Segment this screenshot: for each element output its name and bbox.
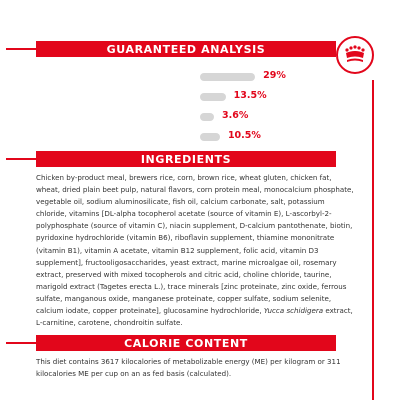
moisture-bar: [200, 133, 220, 141]
decorative-red-line: [372, 80, 374, 400]
calorie-content-title: CALORIE CONTENT: [124, 336, 248, 350]
protein-bar: [200, 73, 255, 81]
fat-value: 13.5%: [233, 90, 267, 101]
brand-badge: [336, 36, 374, 74]
ingredients-text-main: Chicken by-product meal, brewers rice, corn, brown rice, wheat gluten, chicken fat, wheat, dried plain beet pulp, natural flavors, corn protein meal, monocalcium phosphate, vegetable oil, sodium aluminosilicate, fish oil, calcium carbonate, salt, potassium chloride, vitamins [DL-alpha tocopherol acetate (source of vitamin E), L-ascorbyl-2-polyphosphate (source of vitamin C), niacin supplement, D-calcium pantothenate, biotin, pyridoxine hydrochloride (vitamin B6), riboflavin supplement, thiamine mononitrate (vitamin B1), vitamin A acetate, vitamin B12 supplement, folic acid, vitamin D3 supplement], fructooligosaccharides, yeast extract, marine microalgae oil, rosemary extract, preserved with mixed tocopherols and citric acid, choline chloride, taurine, marigold extract (Tagetes erecta L.), trace minerals [zinc proteinate, zinc oxide, ferrous sulfate, manganous oxide, manganese proteinate, copper sulfate, sodium selenite, calcium iodate, copper proteinate], glucosamine hydrochloride,: [36, 173, 354, 316]
guaranteed-analysis-title: GUARANTEED ANALYSIS: [106, 42, 266, 56]
moisture-value: 10.5%: [227, 130, 261, 141]
calorie-content-banner: [36, 335, 336, 351]
guaranteed-analysis-banner: [36, 41, 336, 57]
fat-bar: [200, 93, 226, 101]
protein-value: 29%: [263, 70, 286, 81]
ingredients-text-end: extract, L-carnitine, carotene, chondroitin sulfate.: [36, 306, 353, 328]
ingredients-title: INGREDIENTS: [140, 152, 232, 166]
calorie-statement: This diet contains 3617 kilocalories of metabolizable energy (ME) per kilogram or 311 kilocalories ME per cup on an as fed basis (calculated).: [36, 357, 341, 378]
ingredients-italic-name: Yucca schidigera: [263, 306, 324, 316]
ingredients-list: [36, 172, 356, 329]
ingredients-banner: [36, 151, 336, 167]
crown-icon: [343, 45, 367, 65]
fiber-value: 3.6%: [222, 110, 249, 121]
fiber-bar: [200, 113, 214, 121]
